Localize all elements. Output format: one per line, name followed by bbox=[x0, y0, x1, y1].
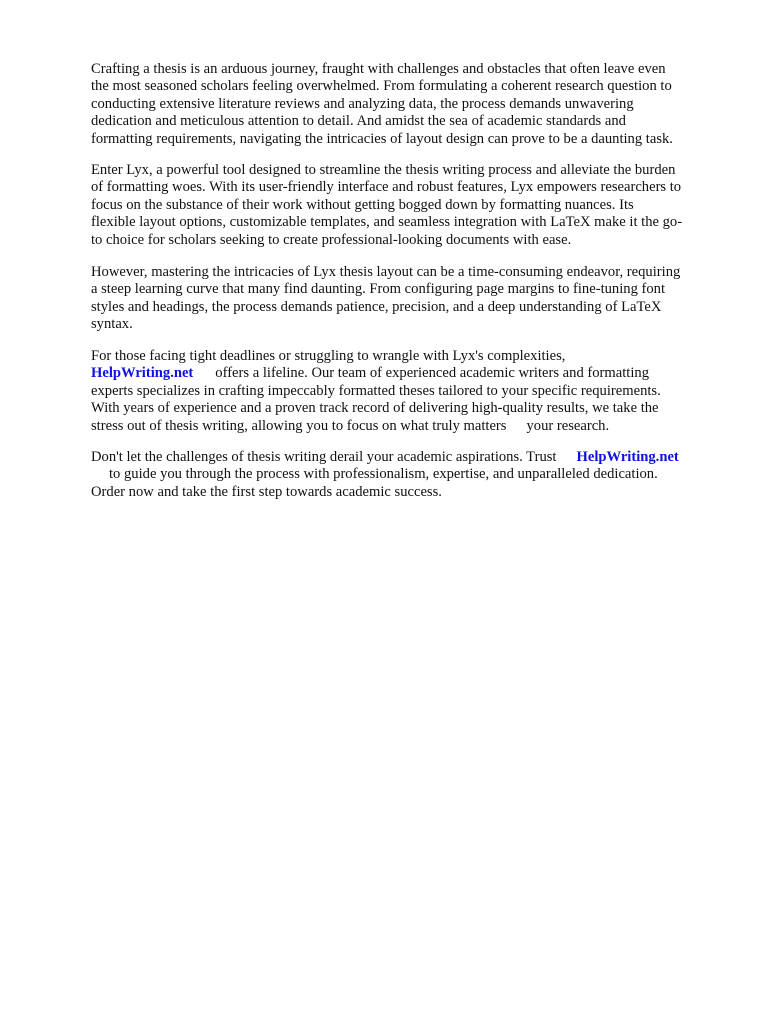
text-line bbox=[91, 449, 731, 466]
paragraph-closing bbox=[91, 449, 731, 501]
text-line: dedication and meticulous attention to detail. And amidst the sea of academic standards and bbox=[91, 113, 626, 130]
text-segment: offers a lifeline. Our team of experienced academic writers and formatting bbox=[215, 365, 649, 382]
text-line: flexible layout options, customizable templates, and seamless integration with LaTeX make it the go- bbox=[91, 214, 683, 231]
text-line bbox=[91, 466, 731, 483]
text-line: However, mastering the intricacies of Lyx thesis layout can be a time-consuming endeavor, requiring bbox=[91, 264, 681, 280]
helpwriting-link[interactable]: HelpWriting.net bbox=[91, 365, 194, 382]
text-line: With years of experience and a proven track record of delivering high-quality results, we take the bbox=[91, 400, 659, 417]
text-segment: to guide you through the process with professionalism, expertise, and unparalleled dedication. bbox=[109, 466, 658, 483]
helpwriting-link[interactable]: HelpWriting.net bbox=[576, 449, 679, 465]
text-line: Order now and take the first step towards academic success. bbox=[91, 483, 442, 500]
text-line: formatting requirements, navigating the intricacies of layout design can prove to be a daunting task. bbox=[91, 130, 673, 147]
text-line bbox=[91, 365, 731, 382]
paragraph-mastering bbox=[91, 264, 731, 334]
paragraph-helpwriting bbox=[91, 348, 731, 435]
text-segment: Don't let the challenges of thesis writing derail your academic aspirations. Trust bbox=[91, 449, 557, 465]
text-line: styles and headings, the process demands patience, precision, and a deep understanding of LaTeX bbox=[91, 298, 662, 315]
text-line: For those facing tight deadlines or struggling to wrangle with Lyx's complexities, bbox=[91, 348, 566, 364]
text-segment: your research. bbox=[526, 417, 610, 434]
text-line: conducting extensive literature reviews and analyzing data, the process demands unwavering bbox=[91, 95, 634, 112]
text-line: the most seasoned scholars feeling overwhelmed. From formulating a coherent research question to bbox=[91, 78, 672, 95]
paragraph-lyx bbox=[91, 162, 731, 249]
text-line: to choice for scholars seeking to create professional-looking documents with ease. bbox=[91, 231, 572, 248]
text-segment: stress out of thesis writing, allowing you to focus on what truly matters bbox=[91, 417, 507, 434]
text-line bbox=[91, 418, 731, 435]
text-line: experts specializes in crafting impeccably formatted theses tailored to your specific requirements. bbox=[91, 382, 661, 399]
text-line: Crafting a thesis is an arduous journey, fraught with challenges and obstacles that often leave even bbox=[91, 61, 666, 77]
text-line: Enter Lyx, a powerful tool designed to streamline the thesis writing process and alleviate the burden bbox=[91, 162, 676, 178]
text-line: of formatting woes. With its user-friendly interface and robust features, Lyx empowers researchers to bbox=[91, 179, 682, 196]
text-line: syntax. bbox=[91, 316, 133, 333]
text-line: focus on the substance of their work without getting bogged down by formatting nuances. Its bbox=[91, 196, 634, 213]
paragraph-intro bbox=[91, 61, 731, 148]
text-line: a steep learning curve that many find daunting. From configuring page margins to fine-tuning font bbox=[91, 281, 666, 298]
